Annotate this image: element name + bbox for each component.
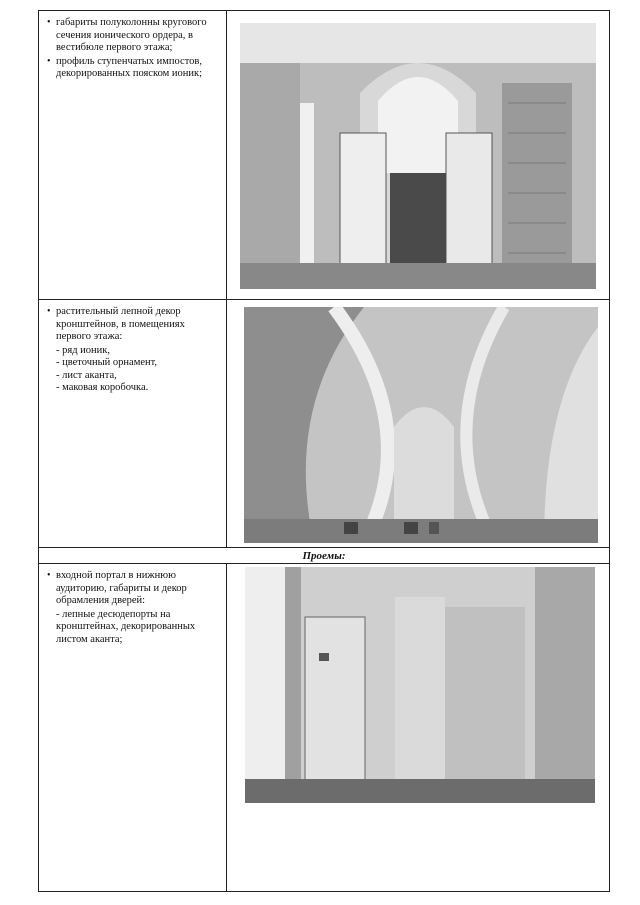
description-table <box>38 10 610 892</box>
sub-item: - лист аканта, <box>56 369 117 381</box>
vaulted-ceiling-photo <box>244 307 598 543</box>
section-title: Проемы: <box>302 550 346 562</box>
photo-cell <box>227 564 609 891</box>
bullet-icon: • <box>47 17 51 28</box>
photo-cell <box>227 11 609 299</box>
sub-item: - ряд ионик, <box>56 344 111 356</box>
description-cell <box>39 564 227 891</box>
sub-item: - маковая коробочка. <box>56 382 149 393</box>
vestibule-photo <box>240 23 596 289</box>
bullet-icon: • <box>47 306 51 317</box>
section-header-row <box>39 548 609 564</box>
sub-item: - цветочный орнамент, <box>56 357 158 368</box>
description-cell <box>39 300 227 547</box>
bullet-item <box>47 570 220 608</box>
description-cell <box>39 11 227 299</box>
entrance-portal-photo <box>245 567 595 803</box>
bullet-text: габариты полуколонны кругового сечения ионического ордера, в вестибюле первого этажа; <box>56 17 207 53</box>
bullet-text: профиль ступенчатых импостов, декорированных пояском ионик; <box>56 55 203 79</box>
sub-item: - лепные десюдепорты на кронштейнах, декорированных листом аканта; <box>56 608 196 645</box>
bullet-icon: • <box>47 55 51 67</box>
table-row <box>39 11 609 300</box>
bullet-icon: • <box>47 570 51 581</box>
bullet-item <box>47 306 220 344</box>
bullet-item <box>47 17 220 55</box>
bullet-item <box>47 56 220 81</box>
bullet-text: входной портал в нижнюю аудиторию, габариты и декор обрамления дверей: <box>56 570 187 606</box>
document-page <box>38 10 610 892</box>
bullet-text: растительный лепной декор кронштейнов, в помещениях первого этажа: <box>56 306 185 342</box>
table-row <box>39 300 609 548</box>
table-row <box>39 564 609 891</box>
photo-cell <box>227 300 609 547</box>
